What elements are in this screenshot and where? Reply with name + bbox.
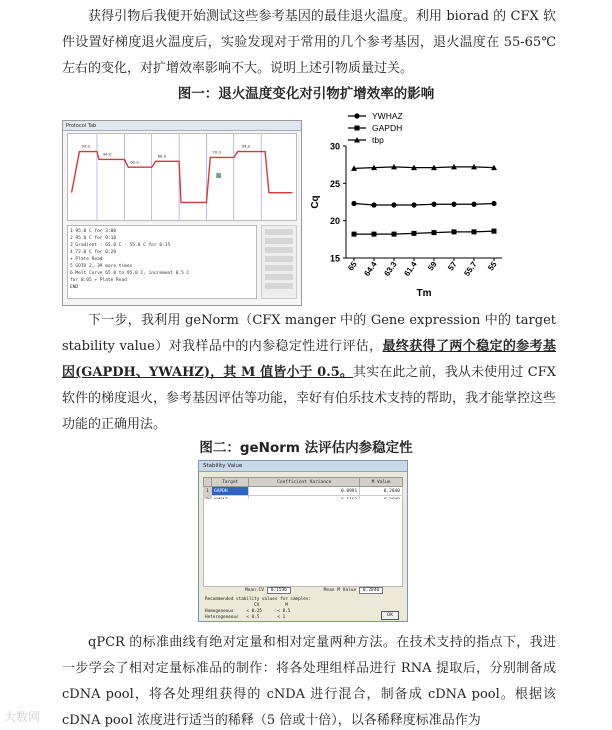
protocol-thumbnail [62,120,302,306]
step-line: END [70,285,79,290]
table-row[interactable] [204,487,403,496]
recommended-values [205,597,311,621]
step-line: 4 72.0 C for 0:20 [70,250,117,255]
table-empty-area [203,499,403,587]
chart-legend [348,111,403,145]
data-point-gapdh [412,231,417,236]
svg-text:70.0: 70.0 [212,149,221,155]
legend-label-gapdh: GAPDH [372,123,403,133]
target-cell: GAPDH [212,487,249,496]
data-point-gapdh [432,230,437,235]
step-line: + Plate Read [70,257,103,262]
annealing-cq-chart [302,110,512,306]
y-axis-label: Cq [310,195,321,209]
x-tick-label: 61.4 [402,259,419,278]
mean-m-value: 0.2840 [359,587,383,594]
y-tick-label: 25 [329,178,340,189]
legend-label-tbp: tbp [372,135,384,145]
data-point-gapdh [492,229,497,234]
legend-marker [355,126,360,131]
protocol-graph [67,133,297,221]
data-point-gapdh [372,232,377,237]
stability-window-title: Stability Value [199,461,407,472]
genorm-text-a: 下一步，我利用 geNorm（CFX manger 中的 Gene expression 中的 target stability value）对我样品中的内参稳定性进行评估， [62,313,556,354]
intro-paragraph [62,4,556,82]
row-number: 1 [204,487,212,496]
step-line: 6 Melt Curve 65.0 to 95.0 C, increment 0.5 C [70,271,190,276]
qpcr-text: qPCR 的标准曲线有绝对定量和相对定量两种方法。在技术支持的指点下，我进一步学会了相对定量标准品的制作：将各处理组样品进行 RNA 提取后，分别制备成 cDNA pool，将各处理组获得的 cNDA 进行混合，制备成 cDNA pool。根据该 cDNA pool 浓度进行适当的稀释（5 倍或十倍），以各稀释度标准品作为 [62,635,556,728]
data-point-ywhaz [411,202,416,207]
stability-value-window [198,460,408,622]
svg-text:94.0: 94.0 [241,143,251,149]
cv-cell: 0.0991 [249,487,360,496]
x-axis-label: Tm [416,288,432,299]
ok-button[interactable]: OK [381,611,399,620]
protocol-steps [67,225,257,299]
step-line: 1 95.0 C for 3:00 [70,229,117,234]
figure-1-caption: 图一：退火温度变化对引物扩增效率的影响 [177,86,435,102]
genorm-text-c: 其实在此之前，我从未使用过 CFX 软件的梯度退火，参考基因评估等功能，幸好有伯乐技术支持的帮助，我才能掌控这些功能的正确用法。 [62,365,557,432]
data-point-ywhaz [451,202,456,207]
x-tick-label: 59 [426,259,439,273]
data-point-ywhaz [371,202,376,207]
svg-text:68.0: 68.0 [157,153,167,159]
x-tick-label: 65 [346,259,359,273]
col-target: Target [212,478,249,487]
legend-label-ywhaz: YWHAZ [372,111,403,121]
protocol-side-panel [261,225,297,299]
mean-cv-label: Mean CV [245,588,264,593]
svg-text:94.0: 94.0 [102,151,112,157]
rec-title: Recommended stability values for samples: [205,597,312,602]
qpcr-paragraph [62,630,556,730]
genorm-paragraph [62,308,556,438]
step-line: 5 GOTO 2, 39 more times [70,264,133,269]
col-m: M Value [360,478,403,487]
table-corner [204,478,212,487]
step-line: 3 Gradient : 65.0 C - 55.0 C for 0:15 [70,243,171,248]
mean-m-label: Mean M Value [323,588,357,593]
step-line: 2 95.0 C for 0:10 [70,236,117,241]
data-point-gapdh [352,232,357,237]
rec-heterogeneous: Heterogeneous < 0.5 < 1 [205,615,286,620]
genorm-text-highlight: 最终获得了两个稳定的参考基因(GAPDH、YWAHZ)，其 M 值皆小于 0.5。 [62,339,556,380]
intro-text: 获得引物后我便开始测试这些参考基因的最佳退火温度。利用 biorad 的 CFX 软件设置好梯度退火温度后，实验发现对于常用的几个参考基因，退火温度在 55-65℃左右的变化，对扩增效率影响不大。说明上述引物质量过关。 [62,9,556,76]
watermark: 大数网 [4,710,41,724]
x-tick-label: 64.4 [362,259,379,278]
svg-text:60.0: 60.0 [130,159,139,165]
x-tick-label: 55.7 [462,259,479,278]
m-cell: 0.2840 [360,487,403,496]
col-cv: Coefficient Variance [249,478,360,487]
x-tick-label: 63.3 [382,259,399,278]
legend-marker [354,113,359,118]
x-tick-label: 57 [446,259,459,273]
rec-head: CV M [205,603,288,608]
data-point-gapdh [452,229,457,234]
chart-series [351,164,497,237]
data-point-ywhaz [351,201,356,206]
y-tick-label: 20 [329,216,340,227]
data-point-ywhaz [471,202,476,207]
y-tick-label: 30 [329,141,340,152]
data-point-gapdh [392,232,397,237]
chart-axes [310,142,502,300]
data-point-ywhaz [491,201,496,206]
step-line: for 0:05 + Plate Read [70,278,127,283]
rec-homogeneous: Homogeneous < 0.25 < 0.5 [205,609,291,614]
data-point-gapdh [472,229,477,234]
protocol-title: Protocol Tab [63,121,301,131]
data-point-ywhaz [391,202,396,207]
svg-text:94.0: 94.0 [81,143,91,149]
figure-2-caption: 图二：geNorm 法评估内参稳定性 [199,440,413,456]
mean-values-row [205,587,405,594]
y-tick-label: 15 [329,253,340,264]
mean-cv-value: 0.1536 [267,587,291,594]
x-tick-label: 55 [486,259,499,273]
data-point-ywhaz [431,202,436,207]
